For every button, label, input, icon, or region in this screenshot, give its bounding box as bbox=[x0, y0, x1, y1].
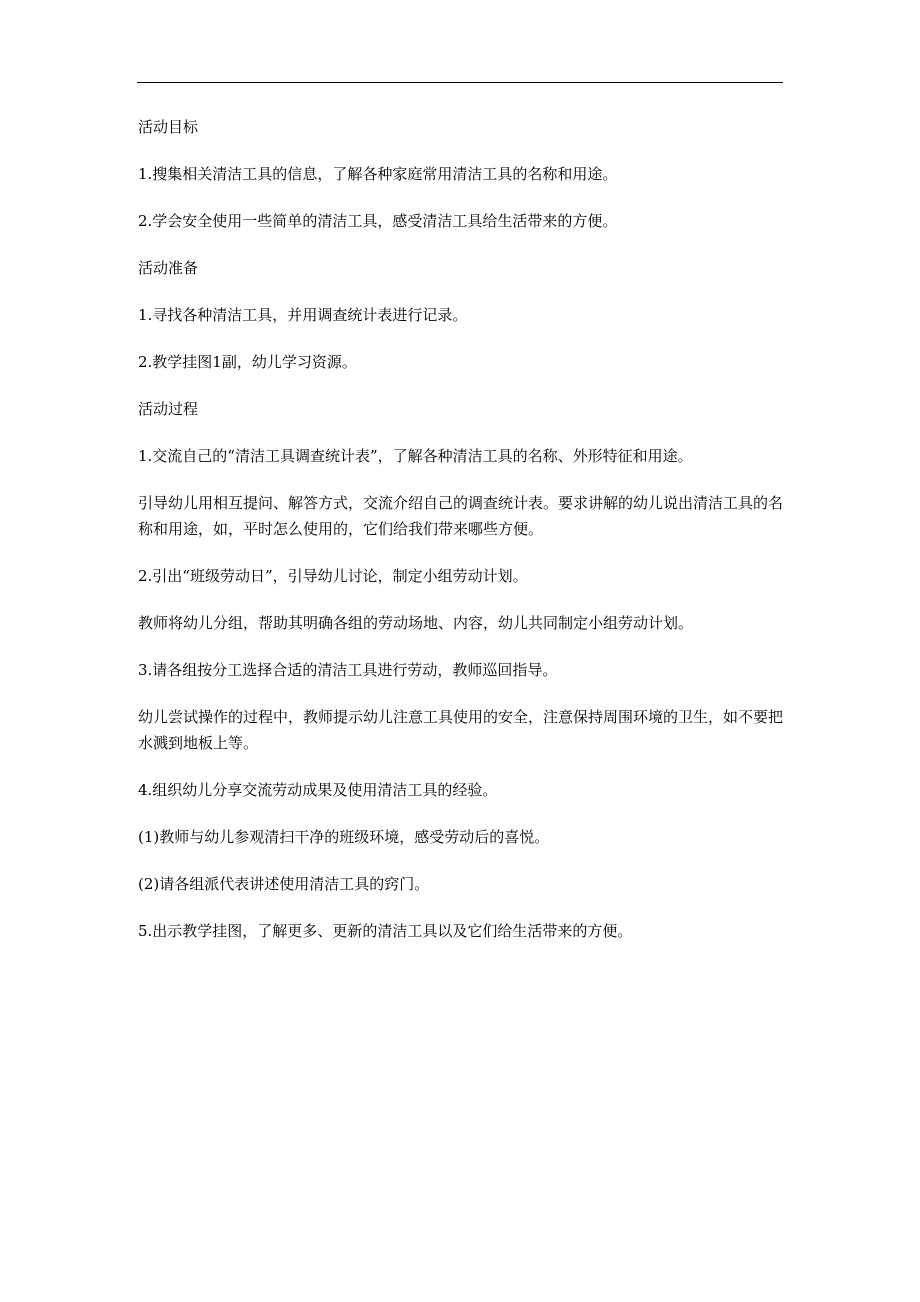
process-step-3-detail: 幼儿尝试操作的过程中，教师提示幼儿注意工具使用的安全，注意保持周围环境的卫生，如不要把水溅到地板上等。 bbox=[138, 708, 784, 752]
goal-item-1: 1.搜集相关清洁工具的信息，了解各种家庭常用清洁工具的名称和用途。 bbox=[138, 165, 618, 183]
preparation-item-1: 1.寻找各种清洁工具，并用调查统计表进行记录。 bbox=[138, 306, 468, 324]
process-step-4-sub-2: (2)请各组派代表讲述使用清洁工具的窍门。 bbox=[138, 875, 430, 893]
process-step-1: 1.交流自己的“清洁工具调查统计表”，了解各种清洁工具的名称、外形特征和用途。 bbox=[138, 447, 693, 465]
process-step-4: 4.组织幼儿分享交流劳动成果及使用清洁工具的经验。 bbox=[138, 781, 498, 799]
document-body bbox=[138, 114, 784, 965]
process-step-2-detail: 教师将幼儿分组，帮助其明确各组的劳动场地、内容，幼儿共同制定小组劳动计划。 bbox=[138, 614, 694, 632]
section-heading-process: 活动过程 bbox=[138, 400, 199, 418]
process-step-2: 2.引出“班级劳动日”，引导幼儿讨论，制定小组劳动计划。 bbox=[138, 567, 528, 585]
process-step-1-detail: 引导幼儿用相互提问、解答方式，交流介绍自己的调查统计表。要求讲解的幼儿说出清洁工具的名称和用途，如，平时怎么使用的，它们给我们带来哪些方便。 bbox=[138, 494, 784, 538]
process-step-4-sub-1: (1)教师与幼儿参观清扫干净的班级环境，感受劳动后的喜悦。 bbox=[138, 828, 550, 846]
preparation-item-2: 2.教学挂图1副，幼儿学习资源。 bbox=[138, 353, 357, 371]
header-rule bbox=[137, 82, 783, 83]
process-step-3: 3.请各组按分工选择合适的清洁工具进行劳动，教师巡回指导。 bbox=[138, 661, 558, 679]
goal-item-2: 2.学会安全使用一些简单的清洁工具，感受清洁工具给生活带来的方便。 bbox=[138, 212, 618, 230]
section-heading-goals: 活动目标 bbox=[138, 118, 199, 136]
process-step-5: 5.出示教学挂图，了解更多、更新的清洁工具以及它们给生活带来的方便。 bbox=[138, 922, 633, 940]
section-heading-preparation: 活动准备 bbox=[138, 259, 199, 277]
